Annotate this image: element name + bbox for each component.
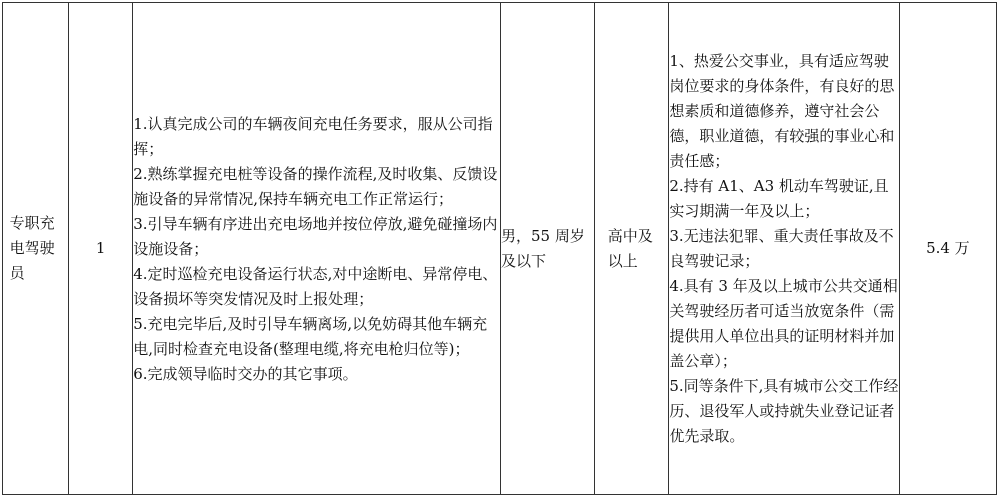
duty-item: 6.完成领导临时交办的其它事项。	[133, 365, 358, 383]
position-title: 专职充电驾驶员	[9, 214, 55, 282]
headcount: 1	[95, 239, 106, 257]
duty-item: 5.充电完毕后,及时引导车辆离场,以免妨碍其他车辆充电,同时检查充电设备(整理电缆,将充电枪归位等)；	[133, 315, 488, 358]
requirements-list	[669, 49, 898, 449]
position-cell	[3, 3, 69, 495]
salary-cell	[899, 3, 996, 495]
duty-item: 2.熟练掌握充电桩等设备的操作流程,及时收集、反馈设施设备的异常情况,保持车辆充电工作正常运行；	[133, 165, 498, 208]
requirement-item: 1、热爱公交事业，具有适应驾驶岗位要求的身体条件，有良好的思想素质和道德修养，遵守社会公德，职业道德，有较强的事业心和责任感；	[669, 51, 895, 170]
gender-age: 男，55 周岁及以下	[500, 226, 585, 270]
gender-age-cell	[500, 3, 594, 495]
requirement-item: 3.无违法犯罪、重大责任事故及不良驾驶记录；	[669, 226, 894, 270]
duty-item: 3.引导车辆有序进出充电场地并按位停放,避免碰撞场内设施设备；	[133, 215, 498, 258]
requirements-cell	[669, 3, 899, 495]
headcount-cell	[69, 3, 133, 495]
duty-item: 1.认真完成公司的车辆夜间充电任务要求，服从公司指挥；	[133, 115, 493, 158]
duties-cell	[133, 3, 501, 495]
duty-item: 4.定时巡检充电设备运行状态,对中途断电、异常停电、设备损坏等突发情况及时上报处理；	[133, 265, 498, 308]
job-table-container	[2, 2, 997, 495]
duties-list	[133, 110, 500, 387]
requirement-item: 4.具有 3 年及以上城市公共交通相关驾驶经历者可适当放宽条件（需提供用人单位出具的证明材料并加盖公章）；	[669, 276, 898, 370]
salary: 5.4 万	[926, 239, 970, 257]
job-table	[2, 2, 997, 495]
requirement-item: 5.同等条件下,具有城市公交工作经历、退役军人或持就失业登记证者优先录取。	[669, 376, 899, 445]
requirement-item: 2.持有 A1、A3 机动车驾驶证,且实习期满一年及以上；	[669, 176, 889, 220]
table-row	[3, 3, 997, 495]
education-cell	[595, 3, 669, 495]
education: 高中及以上	[607, 226, 653, 270]
